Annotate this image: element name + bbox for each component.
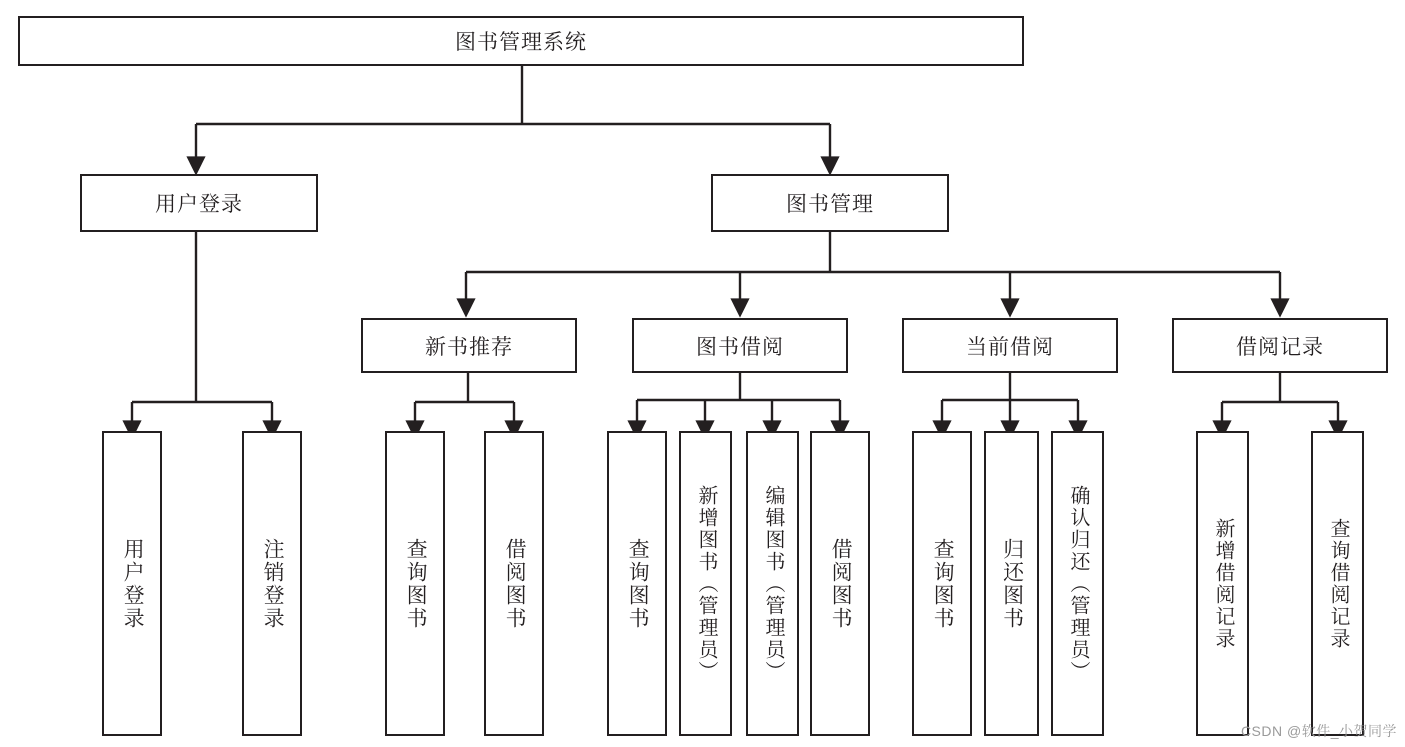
node-label: 查询图书 <box>931 537 955 630</box>
leaf-user-login-logout[interactable] <box>242 431 302 736</box>
node-label: 归还图书 <box>1000 537 1024 630</box>
node-label: 查询图书 <box>626 537 650 630</box>
leaf-borrow-query[interactable] <box>607 431 667 736</box>
node-label: 图书借阅 <box>696 335 784 359</box>
node-current-borrow[interactable] <box>902 318 1118 373</box>
node-label: 图书管理 <box>786 193 874 216</box>
leaf-user-login-login[interactable] <box>102 431 162 736</box>
node-new-book-recommend[interactable] <box>361 318 577 373</box>
watermark: CSDN @软件_小贺同学 <box>1240 723 1397 739</box>
node-label: 借阅图书 <box>829 537 853 630</box>
node-label: 编辑图书（管理员） <box>762 484 784 683</box>
leaf-new-book-query[interactable] <box>385 431 445 736</box>
leaf-current-confirm-return[interactable] <box>1051 431 1104 736</box>
node-label: 用户登录 <box>121 537 145 630</box>
node-label: 新增图书（管理员） <box>695 484 717 683</box>
node-label: 查询图书 <box>404 537 428 630</box>
leaf-borrow-edit-book[interactable] <box>746 431 799 736</box>
leaf-records-add[interactable] <box>1196 431 1249 736</box>
node-label: 用户登录 <box>155 193 243 216</box>
node-label: 借阅图书 <box>503 537 527 630</box>
node-label: 确认归还（管理员） <box>1067 484 1089 683</box>
leaf-records-query[interactable] <box>1311 431 1364 736</box>
node-label: 查询借阅记录 <box>1327 517 1349 650</box>
node-label: 新增借阅记录 <box>1212 517 1234 650</box>
node-label: 图书管理系统 <box>455 31 587 54</box>
leaf-borrow-add-book[interactable] <box>679 431 732 736</box>
node-label: 借阅记录 <box>1236 335 1324 359</box>
node-book-management[interactable] <box>711 174 949 232</box>
leaf-new-book-borrow[interactable] <box>484 431 544 736</box>
leaf-borrow-borrow-book[interactable] <box>810 431 870 736</box>
node-user-login[interactable] <box>80 174 318 232</box>
node-label: 注销登录 <box>261 537 285 630</box>
leaf-current-query[interactable] <box>912 431 972 736</box>
node-root[interactable] <box>18 16 1024 66</box>
node-borrow-records[interactable] <box>1172 318 1388 373</box>
node-book-borrow[interactable] <box>632 318 848 373</box>
leaf-current-return[interactable] <box>984 431 1039 736</box>
node-label: 新书推荐 <box>425 335 513 359</box>
node-label: 当前借阅 <box>966 335 1054 359</box>
